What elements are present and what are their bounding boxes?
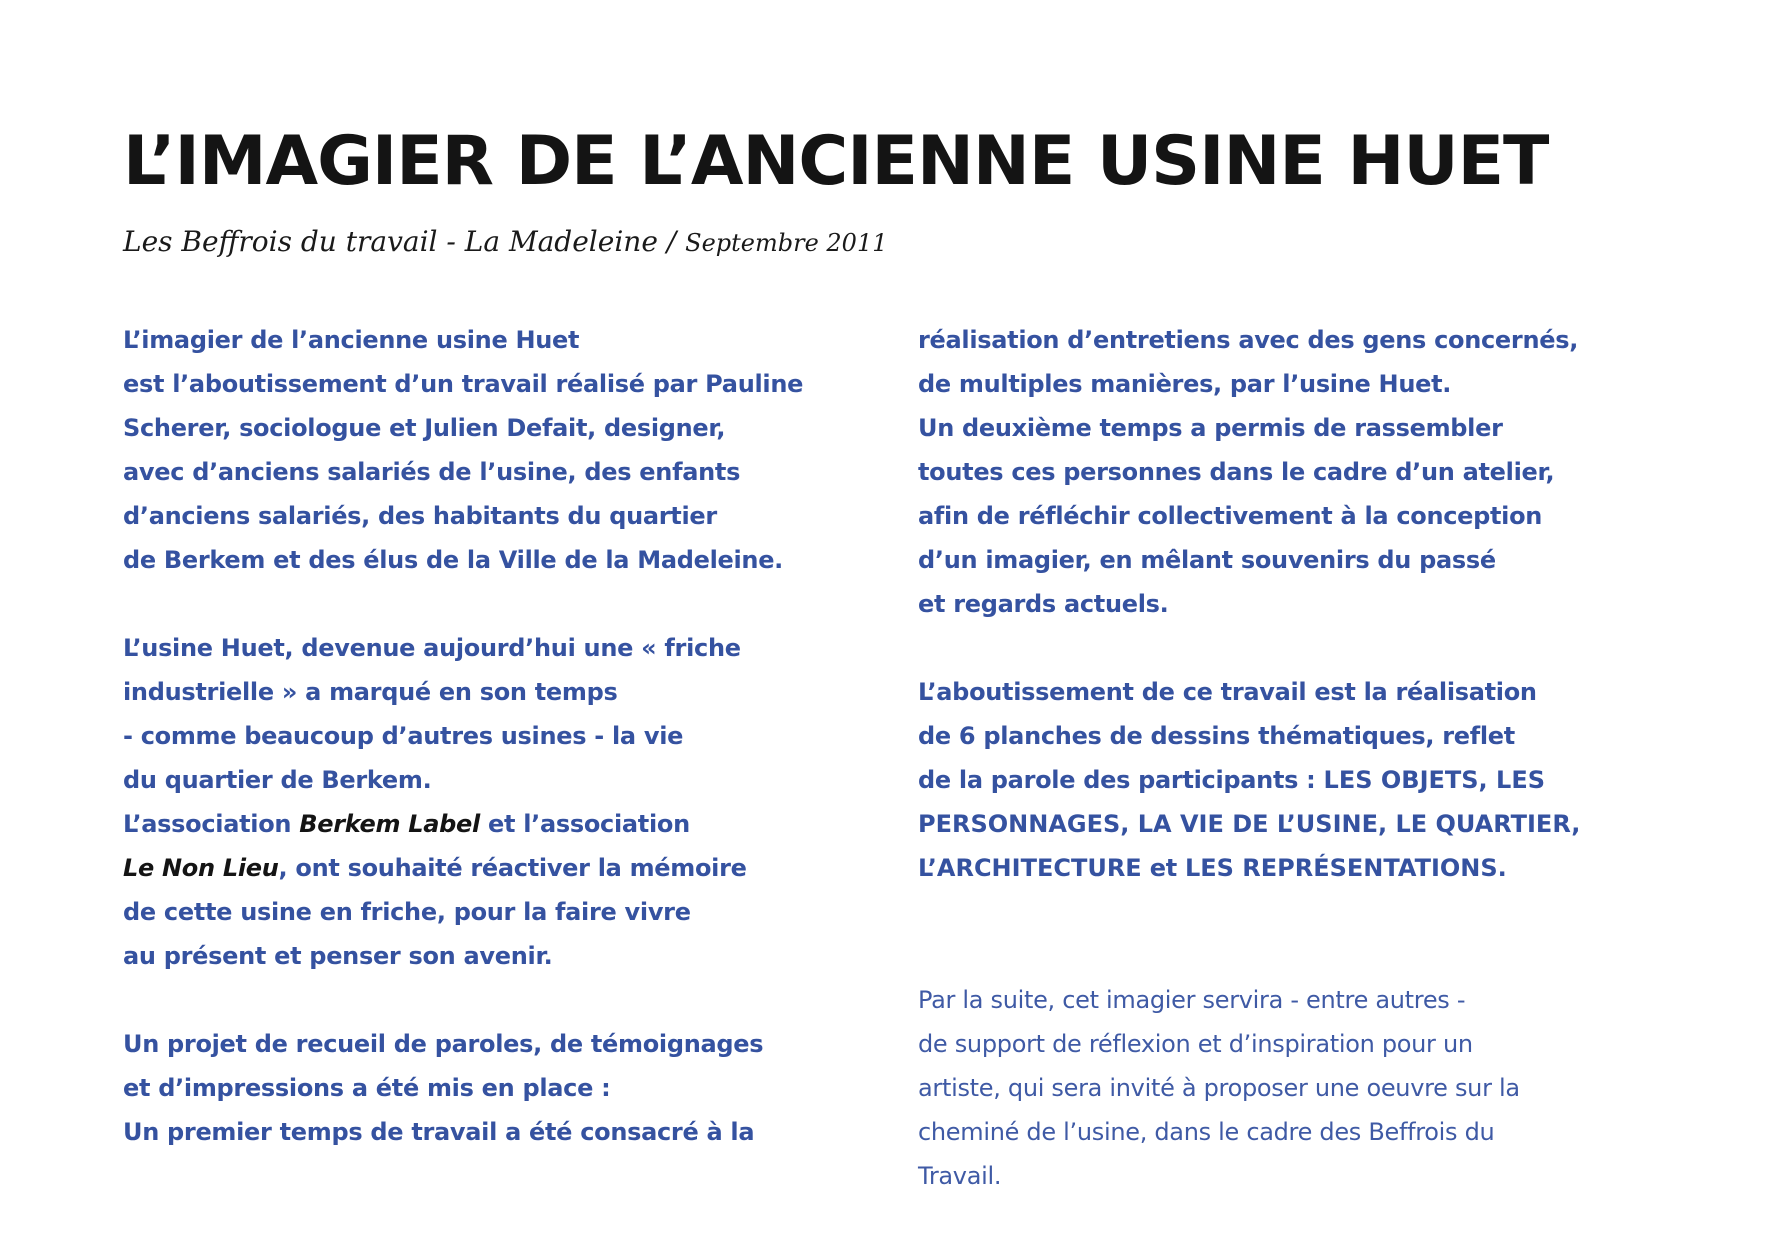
text-line: de multiples manières, par l’usine Huet. [918,370,1452,398]
text-line: du quartier de Berkem. [123,766,432,794]
text-line: et d’impressions a été mis en place : [123,1074,611,1102]
text-line: afin de réfléchir collectivement à la conception [918,502,1543,530]
text-line: de 6 planches de dessins thématiques, reflet [918,722,1515,750]
text-line [123,846,903,890]
paragraph-method [918,318,1718,626]
text-line: cheminé de l’usine, dans le cadre des Beffrois du [918,1118,1495,1146]
paragraph-history [123,626,903,978]
text-line: Un projet de recueil de paroles, de témoignages [123,1030,764,1058]
text-line [123,802,903,846]
subtitle-date: Septembre 2011 [685,229,888,257]
text-line [918,758,1718,802]
paragraph-future [918,978,1718,1198]
text-line: PERSONNAGES, LA VIE DE L’USINE, LE QUARTIER, [918,810,1581,838]
text-line: réalisation d’entretiens avec des gens concernés, [918,326,1579,354]
association-name-berkem-label: Berkem Label [299,810,480,838]
text-line: de Berkem et des élus de la Ville de la Madeleine. [123,546,784,574]
assoc-mid: et l’association [479,810,690,838]
text-line: de support de réflexion et d’inspiration pour un [918,1030,1473,1058]
page-title: L’IMAGIER DE L’ANCIENNE USINE HUET [123,122,1549,201]
paragraph-gap [918,934,1718,978]
text-line: d’anciens salariés, des habitants du quartier [123,502,717,530]
text-line: artiste, qui sera invité à proposer une oeuvre sur la [918,1074,1520,1102]
paragraph-result [918,670,1718,890]
association-name-le-non-lieu: Le Non Lieu [123,854,279,882]
text-line: Scherer, sociologue et Julien Defait, designer, [123,414,726,442]
text-line [918,846,1718,890]
text-line: Un deuxième temps a permis de rassembler [918,414,1503,442]
text-line: et regards actuels. [918,590,1169,618]
text-line: - comme beaucoup d’autres usines - la vie [123,722,684,750]
theme-architecture: L’ARCHITECTURE [918,854,1142,882]
left-column [123,318,903,1154]
subtitle-event: Les Beffrois du travail - La Madeleine / [123,225,686,258]
text-line: Travail. [918,1162,1002,1190]
text-line: au présent et penser son avenir. [123,942,553,970]
text-line: L’imagier de l’ancienne usine Huet [123,326,580,354]
text-line: toutes ces personnes dans le cadre d’un atelier, [918,458,1555,486]
paragraph-project [123,1022,903,1154]
paragraph-gap [918,890,1718,934]
themes-intro: de la parole des participants : [918,766,1324,794]
assoc-suffix: , ont souhaité réactiver la mémoire [278,854,747,882]
paragraph-gap [918,626,1718,670]
theme-representations: LES REPRÉSENTATIONS. [1184,854,1507,882]
right-column [918,318,1718,1198]
assoc-prefix: L’association [123,810,300,838]
text-line: L’usine Huet, devenue aujourd’hui une « friche [123,634,741,662]
text-line: industrielle » a marqué en son temps [123,678,618,706]
text-line: d’un imagier, en mêlant souvenirs du passé [918,546,1496,574]
text-line: est l’aboutissement d’un travail réalisé par Pauline [123,370,804,398]
theme-conjunction: et [1141,854,1185,882]
page-subtitle [123,222,887,263]
text-line: de cette usine en friche, pour la faire vivre [123,898,691,926]
text-line: Par la suite, cet imagier servira - entre autres - [918,986,1466,1014]
paragraph-intro [123,318,903,582]
paragraph-gap [123,978,903,1022]
text-line: L’aboutissement de ce travail est la réalisation [918,678,1537,706]
text-line: avec d’anciens salariés de l’usine, des enfants [123,458,741,486]
text-line: Un premier temps de travail a été consacré à la [123,1118,755,1146]
paragraph-gap [123,582,903,626]
theme-list: LES OBJETS, LES [1323,766,1545,794]
